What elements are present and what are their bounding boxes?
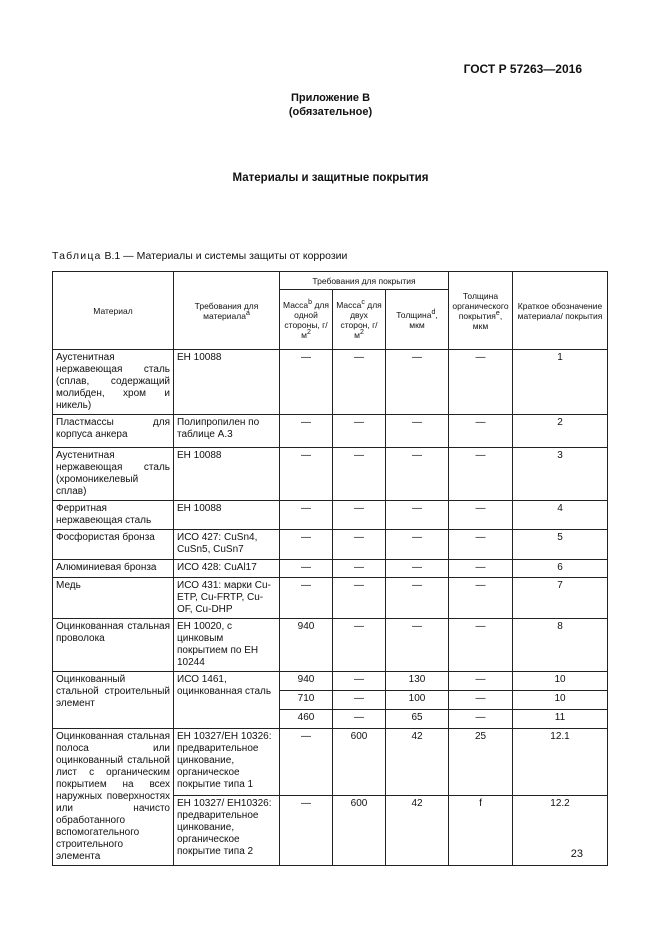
table-row <box>53 619 608 672</box>
cell-requirement: Полипропилен по таблице А.3 <box>174 415 280 448</box>
cell-thickness: — <box>386 415 449 448</box>
cell-requirement: ЕН 10327/ ЕН10326: предварительное цинкование, органическое покрытие типа 2 <box>174 796 280 866</box>
cell-requirement: ЕН 10020, с цинковым покрытием по ЕН 10244 <box>174 619 280 672</box>
cell-material: Медь <box>53 578 174 619</box>
cell-mass-one-side: — <box>280 350 333 415</box>
cell-thickness: 65 <box>386 710 449 729</box>
cell-mass-two-sides: — <box>333 578 386 619</box>
cell-requirement: ЕН 10088 <box>174 350 280 415</box>
cell-requirement: ИСО 1461, оцинкованная сталь <box>174 672 280 729</box>
cell-requirement: ЕН 10088 <box>174 448 280 501</box>
cell-org-thickness: — <box>449 448 513 501</box>
cell-material: Алюминиевая бронза <box>53 560 174 578</box>
table-caption-label: Таблица <box>52 250 102 262</box>
cell-org-thickness: 25 <box>449 729 513 796</box>
cell-designation: 6 <box>513 560 608 578</box>
table-row <box>53 501 608 530</box>
cell-mass-two-sides: — <box>333 350 386 415</box>
cell-mass-one-side: — <box>280 729 333 796</box>
cell-org-thickness: — <box>449 691 513 710</box>
standard-code: ГОСТ Р 57263—2016 <box>463 62 582 76</box>
cell-material: Аустенитная нержавеющая сталь (хромоникелевый сплав) <box>53 448 174 501</box>
cell-org-thickness: — <box>449 619 513 672</box>
table-caption <box>52 250 347 262</box>
cell-org-thickness: — <box>449 578 513 619</box>
cell-org-thickness: — <box>449 501 513 530</box>
cell-requirement: ИСО 427: CuSn4, CuSn5, CuSn7 <box>174 530 280 560</box>
cell-org-thickness: — <box>449 350 513 415</box>
cell-org-thickness: — <box>449 672 513 691</box>
header-mass-two-sides: Масса$^c$ для двух сторон, $г/м^2$ <box>333 290 386 350</box>
cell-mass-two-sides: — <box>333 691 386 710</box>
cell-org-thickness: — <box>449 530 513 560</box>
cell-designation: 4 <box>513 501 608 530</box>
cell-designation: 10 <box>513 691 608 710</box>
header-req-coating: Требования для покрытия <box>280 272 449 290</box>
cell-mass-one-side: 940 <box>280 672 333 691</box>
cell-thickness: — <box>386 619 449 672</box>
header-req-material: Требования для материала$^a$ <box>174 272 280 350</box>
table-row <box>53 530 608 560</box>
cell-material: Оцинкованная стальная проволока <box>53 619 174 672</box>
cell-mass-two-sides: — <box>333 560 386 578</box>
header-org-thickness: Толщина органического покрытия$^e$, мкм <box>449 272 513 350</box>
cell-mass-two-sides: — <box>333 448 386 501</box>
table-row <box>53 578 608 619</box>
appendix-subtitle: (обязательное) <box>288 106 373 118</box>
materials-table <box>52 271 608 866</box>
cell-requirement: ИСО 428: CuAl17 <box>174 560 280 578</box>
cell-designation: 3 <box>513 448 608 501</box>
table-row <box>53 415 608 448</box>
cell-mass-one-side: — <box>280 448 333 501</box>
appendix-heading <box>0 91 661 119</box>
cell-org-thickness: f <box>449 796 513 866</box>
cell-thickness: 130 <box>386 672 449 691</box>
cell-designation: 8 <box>513 619 608 672</box>
cell-requirement: ИСО 431: марки Cu-ETP, Cu-FRTP, Cu-OF, Cu-DHP <box>174 578 280 619</box>
table-row <box>53 350 608 415</box>
cell-mass-one-side: 710 <box>280 691 333 710</box>
cell-designation: 10 <box>513 672 608 691</box>
cell-designation: 5 <box>513 530 608 560</box>
cell-designation: 2 <box>513 415 608 448</box>
section-title: Материалы и защитные покрытия <box>232 172 429 184</box>
cell-designation: 12.2 <box>513 796 608 866</box>
cell-mass-one-side: — <box>280 578 333 619</box>
cell-org-thickness: — <box>449 560 513 578</box>
cell-thickness: 42 <box>386 729 449 796</box>
cell-mass-two-sides: — <box>333 619 386 672</box>
header-mass-one-side: Масса$^b$ для одной стороны, $г/м^2$ <box>280 290 333 350</box>
cell-mass-two-sides: — <box>333 530 386 560</box>
cell-thickness: — <box>386 501 449 530</box>
table-row <box>53 672 608 691</box>
table-row <box>53 729 608 796</box>
cell-designation: 12.1 <box>513 729 608 796</box>
cell-thickness: 100 <box>386 691 449 710</box>
cell-mass-two-sides: — <box>333 710 386 729</box>
table-row <box>53 560 608 578</box>
cell-material: Оцинкованная стальная полоса или оцинкованный стальной лист с органическим покрытием на всех наружных поверхностях или начисто обработанного вспомогательного строительного элемента <box>53 729 174 866</box>
cell-mass-two-sides: — <box>333 415 386 448</box>
cell-org-thickness: — <box>449 710 513 729</box>
cell-mass-one-side: — <box>280 560 333 578</box>
cell-designation: 11 <box>513 710 608 729</box>
cell-thickness: — <box>386 350 449 415</box>
header-designation: Краткое обозначение материала/ покрытия <box>513 272 608 350</box>
cell-material: Пластмассы для корпуса анкера <box>53 415 174 448</box>
cell-mass-one-side: 460 <box>280 710 333 729</box>
page-number: 23 <box>570 848 583 860</box>
cell-designation: 1 <box>513 350 608 415</box>
cell-mass-two-sides: — <box>333 501 386 530</box>
table-row <box>53 448 608 501</box>
cell-mass-two-sides: 600 <box>333 796 386 866</box>
cell-material: Аустенитная нержавеющая сталь (сплав, содержащий молибден, хром и никель) <box>53 350 174 415</box>
appendix-title: Приложение В <box>290 92 371 104</box>
cell-mass-one-side: — <box>280 796 333 866</box>
cell-material: Оцинкованный стальной строительный элемент <box>53 672 174 729</box>
cell-requirement: ЕН 10088 <box>174 501 280 530</box>
table-caption-text: В.1 — Материалы и системы защиты от коррозии <box>104 250 348 262</box>
cell-mass-one-side: — <box>280 415 333 448</box>
cell-thickness: — <box>386 448 449 501</box>
cell-mass-two-sides: 600 <box>333 729 386 796</box>
cell-requirement: ЕН 10327/ЕН 10326: предварительное цинкование, органическое покрытие типа 1 <box>174 729 280 796</box>
header-thickness: Толщина$^d$, мкм <box>386 290 449 350</box>
cell-designation: 7 <box>513 578 608 619</box>
cell-thickness: — <box>386 560 449 578</box>
header-material: Материал <box>53 272 174 350</box>
cell-thickness: 42 <box>386 796 449 866</box>
cell-mass-one-side: — <box>280 501 333 530</box>
cell-material: Ферритная нержавеющая сталь <box>53 501 174 530</box>
cell-mass-one-side: — <box>280 530 333 560</box>
cell-thickness: — <box>386 530 449 560</box>
cell-mass-one-side: 940 <box>280 619 333 672</box>
cell-material: Фосфористая бронза <box>53 530 174 560</box>
cell-thickness: — <box>386 578 449 619</box>
cell-mass-two-sides: — <box>333 672 386 691</box>
cell-org-thickness: — <box>449 415 513 448</box>
